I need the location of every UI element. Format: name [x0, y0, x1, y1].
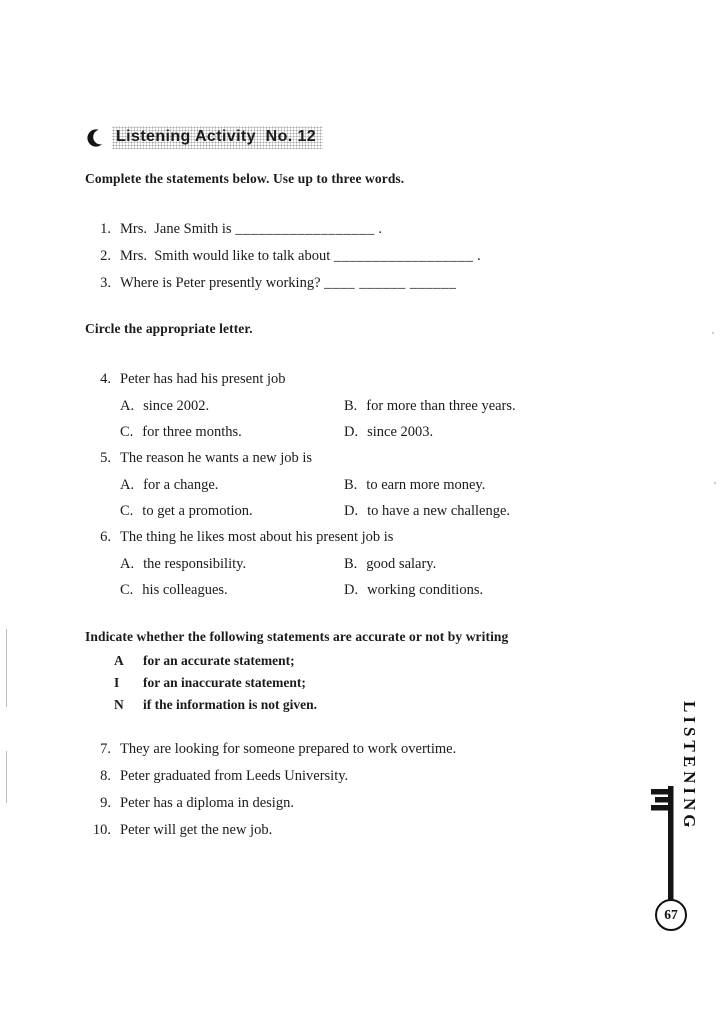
option-text: good salary. — [366, 556, 437, 572]
mc-stem-row — [85, 449, 580, 467]
question-item — [85, 247, 580, 265]
mc-question — [85, 370, 580, 441]
options-row — [120, 581, 580, 599]
option-letter: C. — [120, 503, 134, 519]
question-pre-text: Mrs. Smith would like to talk about — [120, 248, 334, 264]
key-letter: A — [114, 653, 124, 668]
options-row — [120, 555, 580, 573]
key-description: if the information is not given. — [143, 697, 317, 712]
question-number: 6. — [100, 529, 111, 545]
key-row — [114, 674, 580, 691]
option-letter: B. — [344, 556, 358, 572]
key-letter: I — [114, 675, 120, 690]
question-text — [120, 247, 481, 265]
question-number: 5. — [100, 450, 111, 466]
options-row — [120, 397, 580, 415]
option-text: since 2002. — [143, 398, 210, 414]
circle-instruction: Circle the appropriate letter. — [85, 321, 253, 336]
option-text: to earn more money. — [366, 477, 486, 493]
answer-blank: __________________ — [333, 248, 474, 264]
key-row — [114, 696, 580, 713]
question-stem: The reason he wants a new job is — [120, 450, 313, 466]
statements-list — [85, 740, 580, 839]
options-row — [120, 476, 580, 494]
option-b — [344, 476, 485, 494]
question-number: 1. — [100, 221, 111, 237]
statement-number: 7. — [100, 741, 111, 757]
options-row — [120, 423, 580, 441]
option-letter: C. — [120, 582, 134, 598]
option-b — [344, 397, 516, 415]
statement-number: 9. — [100, 795, 111, 811]
key-description: for an inaccurate statement; — [143, 675, 306, 690]
option-letter: A. — [120, 556, 135, 572]
option-letter: D. — [344, 424, 359, 440]
statement-item — [85, 767, 580, 785]
indicate-section — [85, 629, 580, 713]
option-letter: D. — [344, 582, 359, 598]
page-content — [85, 126, 580, 848]
key-icon — [649, 786, 689, 909]
key-letter: N — [114, 697, 124, 712]
option-c — [120, 581, 344, 599]
question-stem: The thing he likes most about his present job is — [120, 529, 394, 545]
question-post-text: . — [374, 221, 382, 237]
question-item — [85, 274, 580, 292]
option-text: to have a new challenge. — [367, 503, 511, 519]
question-number: 4. — [100, 371, 111, 387]
option-letter: B. — [344, 477, 358, 493]
question-pre-text: Where is Peter presently working? — [120, 275, 325, 291]
option-text: his colleagues. — [142, 582, 228, 598]
option-d — [344, 502, 510, 520]
question-text — [120, 274, 456, 292]
statement-text: Peter will get the new job. — [120, 822, 273, 838]
options-block — [120, 555, 580, 599]
statement-number: 8. — [100, 768, 111, 784]
scan-artifact — [6, 751, 7, 803]
mc-stem-row — [85, 370, 580, 388]
options-block — [120, 397, 580, 441]
question-pre-text: Mrs. Jane Smith is — [120, 221, 236, 237]
option-a — [120, 476, 344, 494]
page-number-badge: 67 — [655, 899, 687, 931]
statement-text: Peter graduated from Leeds University. — [120, 768, 349, 784]
option-a — [120, 555, 344, 573]
option-a — [120, 397, 344, 415]
question-post-text: . — [473, 248, 481, 264]
scan-artifact — [714, 482, 716, 484]
option-text: for three months. — [142, 424, 242, 440]
mc-question — [85, 449, 580, 520]
option-letter: A. — [120, 477, 135, 493]
statement-number: 10. — [92, 822, 111, 838]
option-letter: A. — [120, 398, 135, 414]
option-c — [120, 423, 344, 441]
indicate-instruction: Indicate whether the following statements are accurate or not by writing — [85, 629, 509, 644]
question-item — [85, 220, 580, 238]
complete-instruction: Complete the statements below. Use up to three words. — [85, 171, 405, 186]
option-d — [344, 581, 483, 599]
activity-title-row — [87, 126, 580, 149]
option-letter: B. — [344, 398, 358, 414]
listening-section-label: LISTENING — [680, 701, 699, 832]
answer-blank: ____ ______ ______ — [324, 275, 457, 291]
option-c — [120, 502, 344, 520]
option-text: for more than three years. — [366, 398, 516, 414]
statement-text: Peter has a diploma in design. — [120, 795, 294, 811]
question-number: 2. — [100, 248, 111, 264]
mc-question — [85, 528, 580, 599]
statement-item — [85, 794, 580, 812]
option-b — [344, 555, 436, 573]
option-text: for a change. — [143, 477, 219, 493]
activity-title: Listening Activity No. 12 — [112, 126, 323, 149]
mc-stem-row — [85, 528, 580, 546]
scan-artifact — [712, 332, 714, 334]
option-text: working conditions. — [367, 582, 484, 598]
key-description: for an accurate statement; — [143, 653, 295, 668]
options-block — [120, 476, 580, 520]
indicate-keys — [114, 652, 580, 713]
option-letter: C. — [120, 424, 134, 440]
statement-item — [85, 821, 580, 839]
option-d — [344, 423, 433, 441]
option-letter: D. — [344, 503, 359, 519]
option-text: since 2003. — [367, 424, 434, 440]
option-text: the responsibility. — [143, 556, 247, 572]
statement-item — [85, 740, 580, 758]
answer-blank: __________________ — [235, 221, 375, 237]
statement-text: They are looking for someone prepared to work overtime. — [120, 741, 457, 757]
crescent-icon — [87, 128, 107, 148]
scan-artifact — [6, 629, 7, 707]
option-text: to get a promotion. — [142, 503, 253, 519]
question-number: 3. — [100, 275, 111, 291]
question-stem: Peter has had his present job — [120, 371, 286, 387]
options-row — [120, 502, 580, 520]
key-row — [114, 652, 580, 669]
question-text — [120, 220, 382, 238]
